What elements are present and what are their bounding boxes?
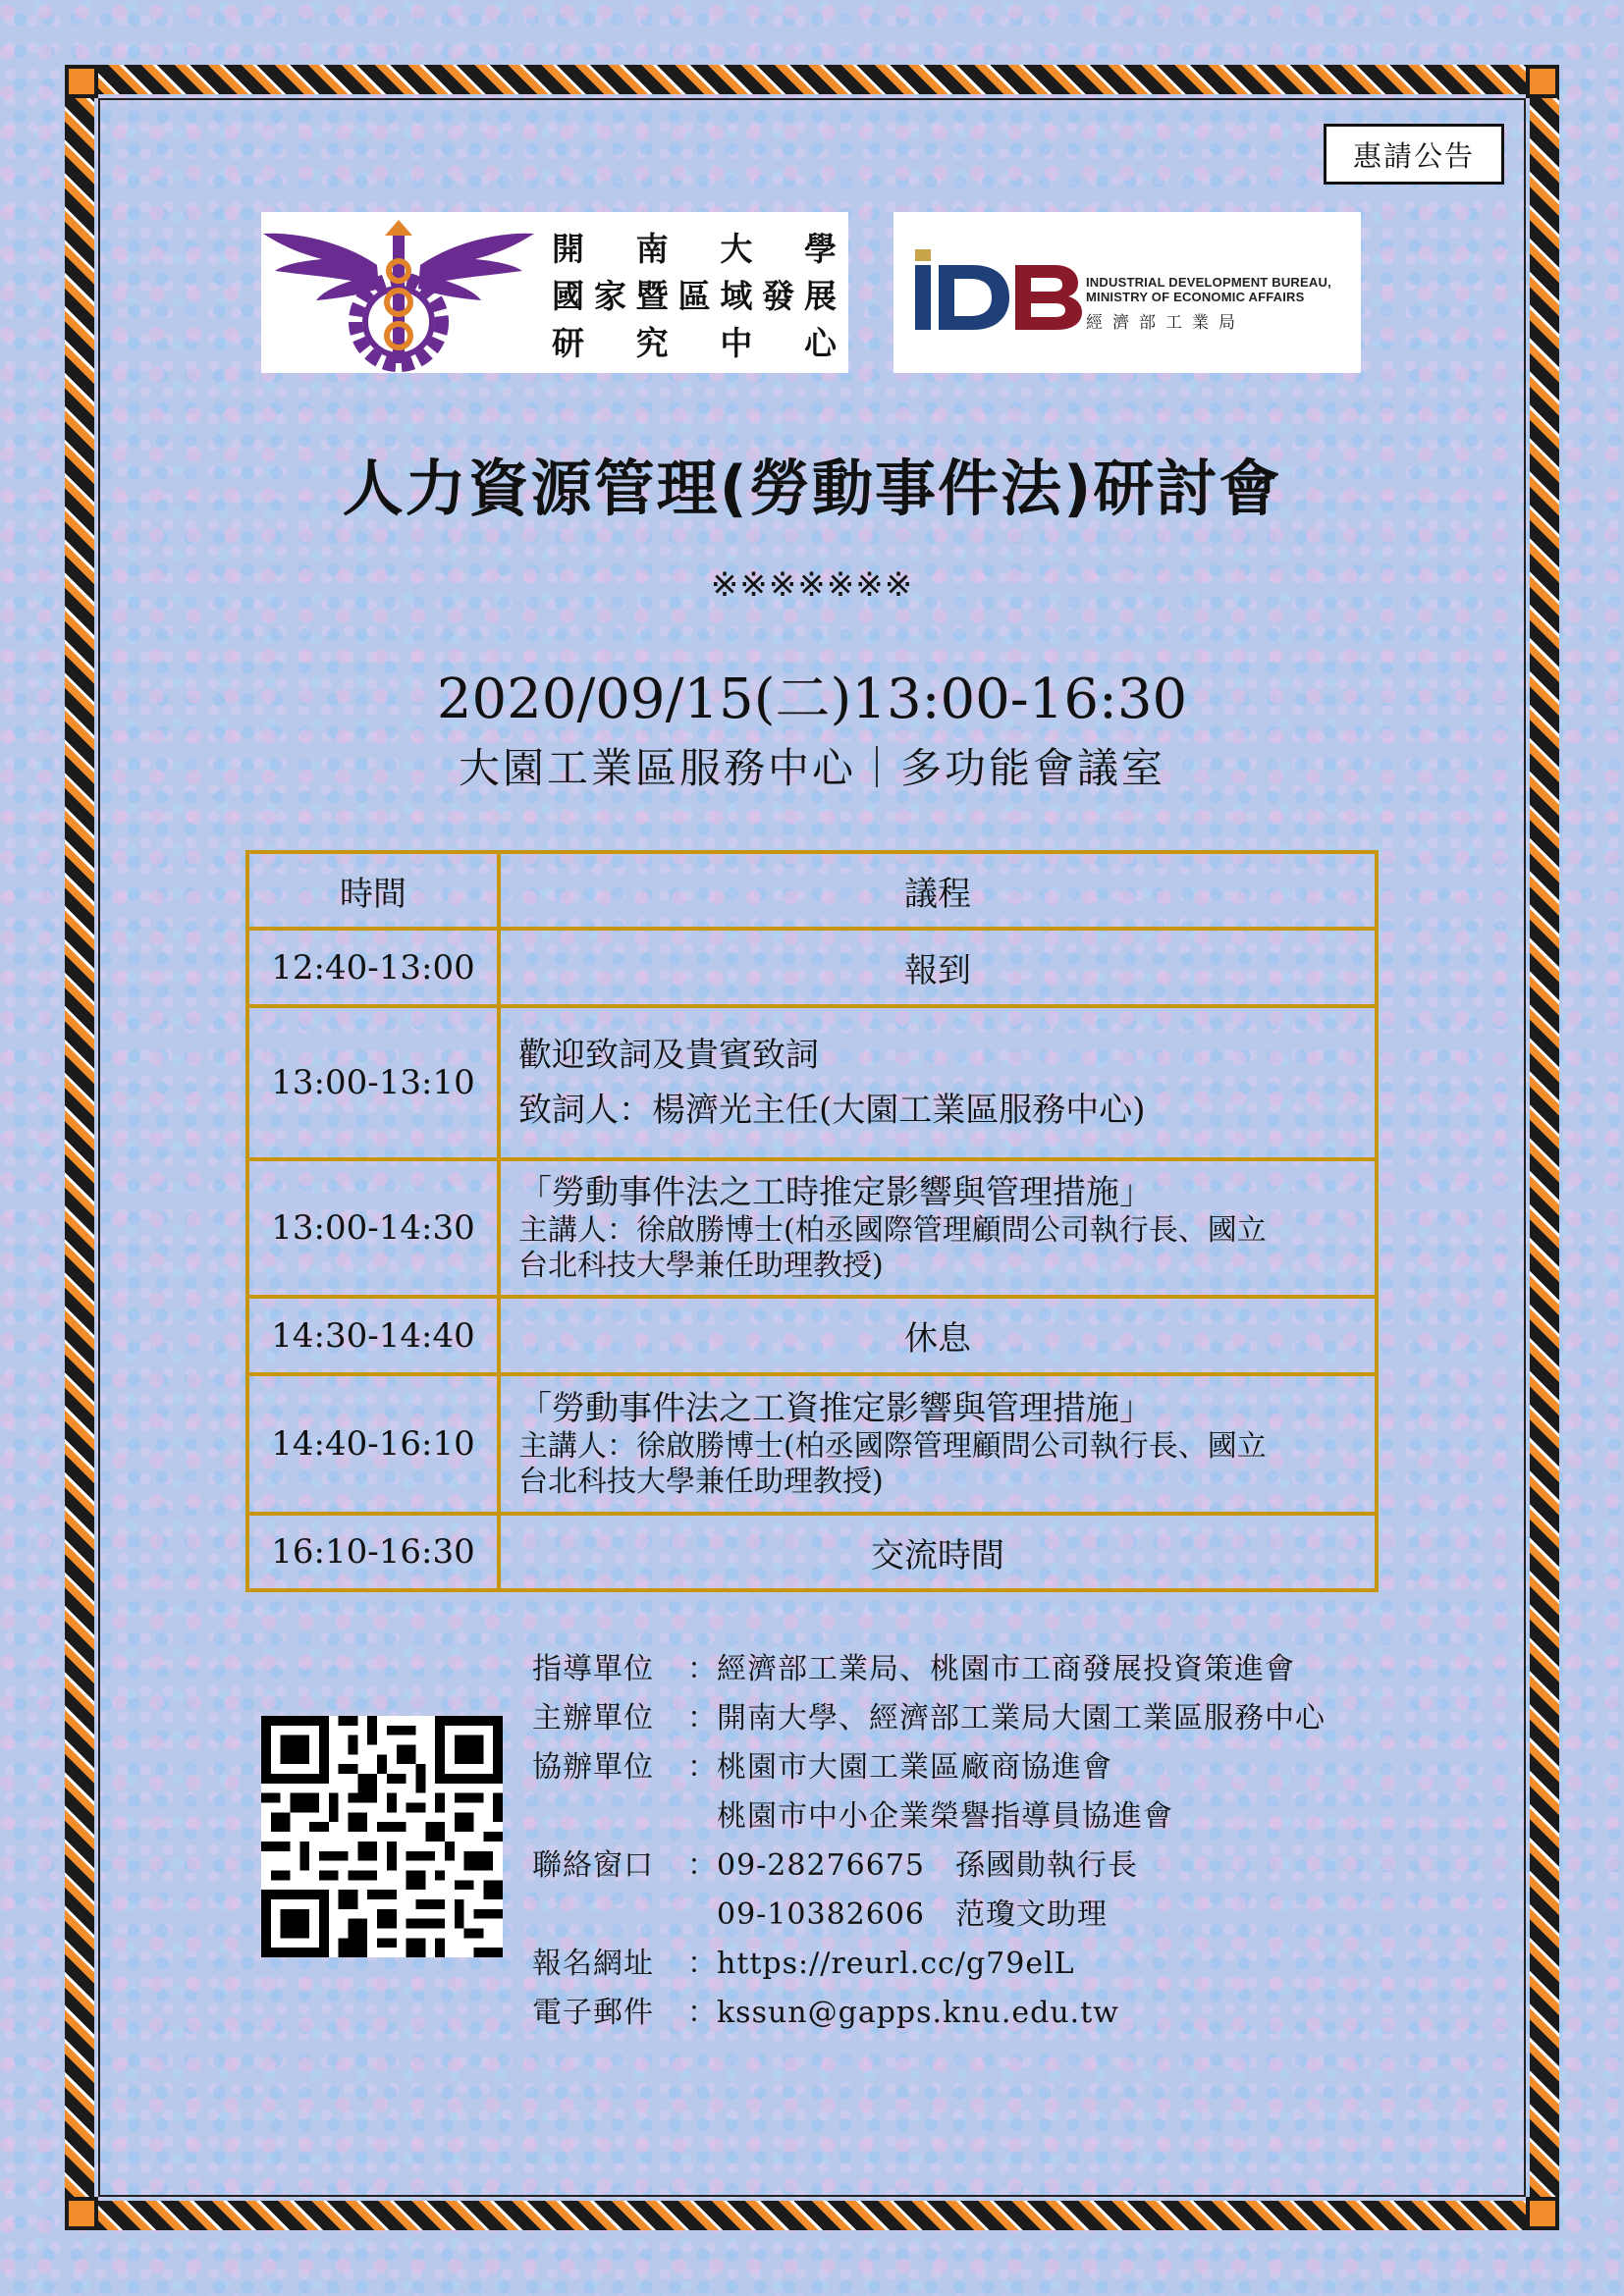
talk-speaker: 主講人：徐啟勝博士(柏丞國際管理顧問公司執行長、國立: [518, 1213, 1267, 1248]
agenda-item: 交流時間: [499, 1514, 1377, 1590]
contact-phone[interactable]: 09-28276675 孫國勛執行長: [717, 1848, 1139, 1883]
info-row-co-organizer-cont: [532, 1792, 1326, 1842]
info-label: 電子郵件: [532, 1996, 654, 2030]
idb-name-zh: 經濟部工業局: [1086, 313, 1245, 332]
info-label: 聯絡窗口: [532, 1848, 654, 1883]
idb-logo-block: [893, 212, 1361, 373]
border-corner: [1526, 65, 1559, 98]
info-separator: ：: [687, 1652, 718, 1686]
email-link[interactable]: kssun@gapps.knu.edu.tw: [717, 1996, 1119, 2030]
agenda-item: [499, 1006, 1377, 1159]
info-separator: ：: [687, 1701, 718, 1735]
agenda-header-row: [247, 852, 1377, 929]
agenda-row: [247, 1514, 1377, 1590]
agenda-item-line: 歡迎致詞及貴賓致詞: [518, 1036, 819, 1075]
signup-link[interactable]: https://reurl.cc/g79elL: [717, 1947, 1075, 1981]
agenda-header-time: 時間: [247, 852, 499, 929]
decorative-stars: ※※※※※※※: [710, 565, 914, 605]
info-label: 報名網址: [532, 1947, 654, 1981]
info-separator: ：: [687, 1848, 718, 1883]
agenda-item: 休息: [499, 1297, 1377, 1374]
registration-qr-code[interactable]: [261, 1716, 503, 1957]
agenda-time: 13:00-13:10: [247, 1006, 499, 1159]
agenda-table: [245, 850, 1379, 1592]
event-title: 人力資源管理(勞動事件法)研討會: [342, 453, 1282, 524]
idb-logo-icon: [911, 247, 1084, 334]
talk-speaker: 台北科技大學兼任助理教授): [518, 1249, 884, 1283]
event-datetime: 2020/09/15(二)13:00-16:30: [436, 667, 1188, 731]
agenda-row: [247, 1297, 1377, 1374]
event-info: [532, 1645, 1326, 2038]
talk-title: 「勞動事件法之工資推定影響與管理措施」: [518, 1389, 1153, 1428]
info-row-signup: [532, 1940, 1326, 1989]
info-label: 主辦單位: [532, 1701, 654, 1735]
idb-name: [1086, 275, 1361, 333]
talk-speaker: 台北科技大學兼任助理教授): [518, 1465, 884, 1499]
talk-speaker: 主講人：徐啟勝博士(柏丞國際管理顧問公司執行長、國立: [518, 1429, 1267, 1464]
agenda-time: 14:30-14:40: [247, 1297, 499, 1374]
border-corner: [65, 65, 98, 98]
info-label: 指導單位: [532, 1652, 654, 1686]
agenda-row: [247, 1159, 1377, 1297]
agenda-item-line: 致詞人：楊濟光主任(大園工業區服務中心): [518, 1091, 1146, 1130]
agenda-item: [499, 1159, 1377, 1297]
info-row-co-organizer: [532, 1743, 1326, 1792]
knu-name-line: 國家暨區域發展: [552, 277, 837, 315]
border-corner: [65, 2197, 98, 2230]
info-row-contact-cont: [532, 1891, 1326, 1940]
agenda-header-program: 議程: [499, 852, 1377, 929]
knu-name-line: 開 南 大 學: [552, 230, 837, 268]
talk-title: 「勞動事件法之工時推定影響與管理措施」: [518, 1173, 1153, 1212]
info-label: 協辦單位: [532, 1750, 654, 1785]
info-row-email: [532, 1989, 1326, 2038]
info-row-guide: [532, 1645, 1326, 1694]
agenda-item: [499, 1374, 1377, 1514]
knu-logo-block: [261, 212, 848, 373]
idb-name-en-line: MINISTRY OF ECONOMIC AFFAIRS: [1086, 290, 1305, 304]
agenda-time: 14:40-16:10: [247, 1374, 499, 1514]
knu-emblem-icon: [261, 212, 536, 373]
agenda-row: [247, 1006, 1377, 1159]
knu-name-line: 研 究 中 心: [552, 324, 837, 362]
idb-name-en-line: INDUSTRIAL DEVELOPMENT BUREAU,: [1086, 275, 1331, 290]
info-separator: ：: [687, 1750, 718, 1785]
info-separator: ：: [687, 1947, 718, 1981]
agenda-row: [247, 929, 1377, 1006]
agenda-time: 16:10-16:30: [247, 1514, 499, 1590]
agenda-time: 12:40-13:00: [247, 929, 499, 1006]
info-row-contact: [532, 1842, 1326, 1891]
info-separator: ：: [687, 1996, 718, 2030]
info-value: 經濟部工業局、桃園市工商發展投資策進會: [717, 1652, 1295, 1686]
contact-phone[interactable]: 09-10382606 范瓊文助理: [717, 1897, 1109, 1932]
info-value: 桃園市中小企業榮譽指導員協進會: [717, 1799, 1173, 1834]
agenda-row: [247, 1374, 1377, 1514]
knu-name: [552, 226, 837, 367]
event-venue: 大園工業區服務中心｜多功能會議室: [458, 744, 1165, 792]
agenda-time: 13:00-14:30: [247, 1159, 499, 1297]
border-corner: [1526, 2197, 1559, 2230]
notice-badge: 惠請公告: [1324, 124, 1504, 185]
info-value: 桃園市大園工業區廠商協進會: [717, 1750, 1112, 1785]
info-row-host: [532, 1694, 1326, 1743]
info-value: 開南大學、經濟部工業局大園工業區服務中心: [717, 1701, 1326, 1735]
agenda-item: 報到: [499, 929, 1377, 1006]
